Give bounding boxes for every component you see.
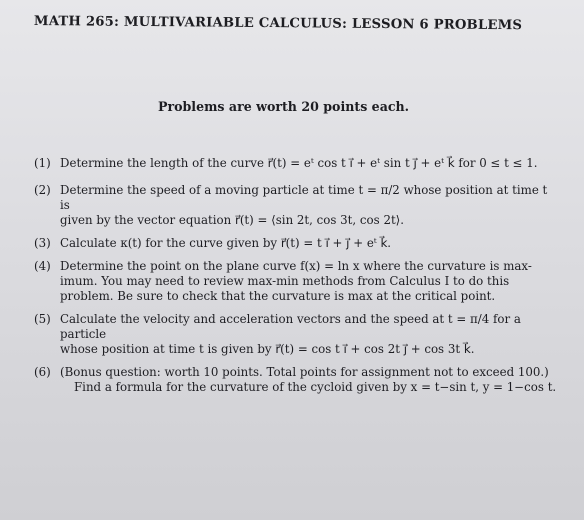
problem-number: (6) bbox=[34, 365, 51, 379]
problem-text: Determine the length of the curve r⃗(t) = eᵗ cos t i⃗ + eᵗ sin t j⃗ + eᵗ k⃗ for 0 ≤ t ≤ 1. bbox=[60, 156, 538, 170]
problem-number: (4) bbox=[34, 259, 51, 273]
page-title: MATH 265: MULTIVARIABLE CALCULUS: LESSON 6 PROBLEMS bbox=[33, 14, 523, 34]
problem-list bbox=[34, 156, 560, 403]
problem-text-line: Determine the speed of a moving particle at time t = π/2 whose position at time t is bbox=[60, 183, 548, 212]
problem-5 bbox=[34, 312, 560, 357]
problem-text-line: Calculate the velocity and acceleration vectors and the speed at t = π/4 for a particle bbox=[60, 312, 521, 341]
problem-text-line: problem. Be sure to check that the curvature is max at the critical point. bbox=[60, 289, 496, 303]
problem-2 bbox=[34, 183, 560, 228]
problem-text-line: Determine the point on the plane curve f(x) = ln x where the curvature is max- bbox=[60, 259, 532, 273]
problem-3 bbox=[34, 236, 560, 251]
problem-text-line: (Bonus question: worth 10 points. Total points for assignment not to exceed 100.) bbox=[60, 365, 549, 379]
problem-6 bbox=[34, 365, 560, 395]
problem-number: (1) bbox=[34, 156, 51, 170]
problem-1 bbox=[34, 156, 560, 171]
problem-4 bbox=[34, 259, 560, 304]
problem-text-line: whose position at time t is given by r⃗(t) = cos t i⃗ + cos 2t j⃗ + cos 3t k⃗. bbox=[60, 342, 475, 356]
problem-text-line: given by the vector equation r⃗(t) = ⟨sin 2t, cos 3t, cos 2t⟩. bbox=[60, 213, 405, 227]
problem-text-line: imum. You may need to review max-min methods from Calculus I to do this bbox=[60, 274, 510, 288]
problem-number: (5) bbox=[34, 312, 51, 326]
problem-number: (3) bbox=[34, 236, 51, 250]
page-subtitle: Problems are worth 20 points each. bbox=[158, 99, 410, 114]
problem-number: (2) bbox=[34, 183, 51, 197]
problem-text: Calculate κ(t) for the curve given by r⃗(t) = t i⃗ + j⃗ + eᵗ k⃗. bbox=[60, 236, 392, 250]
problem-text-line: Find a formula for the curvature of the cycloid given by x = t−sin t, y = 1−cos t. bbox=[74, 380, 557, 394]
